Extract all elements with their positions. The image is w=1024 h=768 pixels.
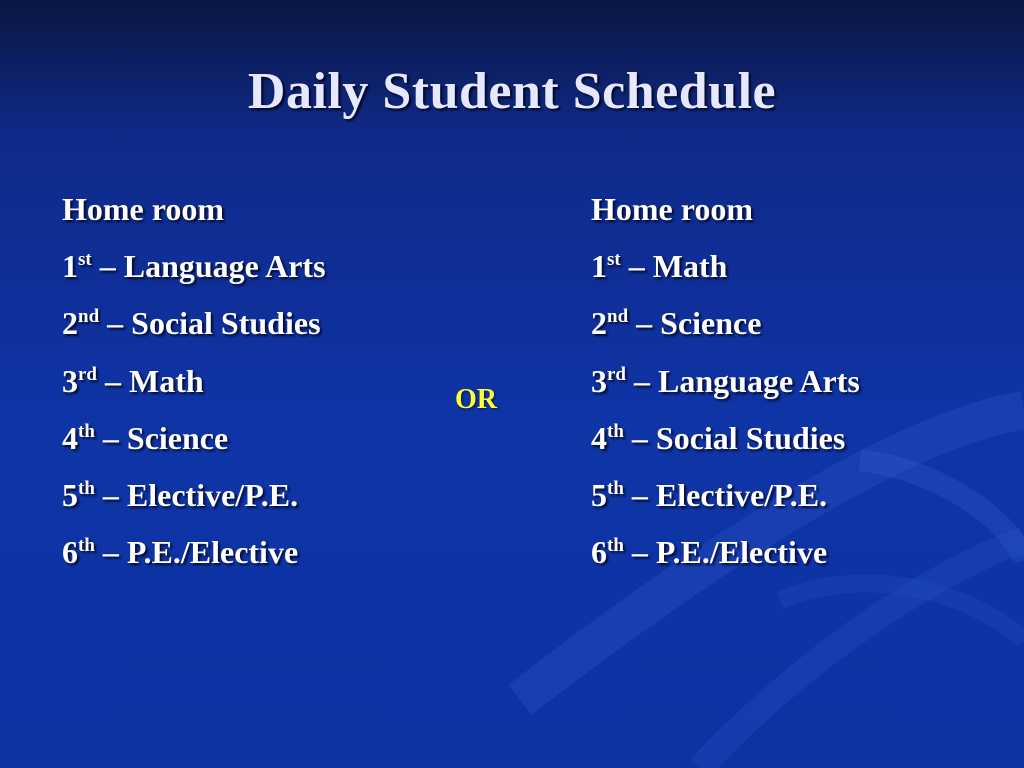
period-item	[591, 416, 860, 473]
period-suffix: th	[607, 535, 624, 557]
schedule-option-2	[591, 187, 860, 587]
page-title: Daily Student Schedule	[247, 63, 777, 120]
period-suffix: th	[78, 477, 95, 499]
period-suffix: nd	[78, 306, 100, 328]
period-number: 2	[591, 305, 607, 342]
period-number: 1	[62, 248, 78, 285]
period-item	[62, 301, 326, 358]
period-suffix: nd	[607, 306, 629, 328]
period-suffix: th	[607, 420, 624, 442]
period-item	[591, 244, 860, 301]
period-suffix: st	[78, 249, 92, 271]
period-subject: – Elective/P.E.	[623, 476, 828, 513]
period-item	[591, 530, 860, 587]
period-item	[62, 473, 326, 530]
period-number: 2	[62, 305, 78, 342]
homeroom-item	[591, 187, 860, 244]
period-item	[62, 244, 326, 301]
period-suffix: st	[607, 249, 621, 271]
period-subject: – Social Studies	[623, 419, 846, 456]
homeroom-label: Home room	[591, 191, 754, 227]
homeroom-item	[62, 187, 326, 244]
period-subject: – Math	[620, 248, 728, 285]
period-item	[62, 530, 326, 587]
period-item	[591, 301, 860, 358]
period-number: 3	[591, 362, 607, 399]
period-subject: – Language Arts	[626, 362, 860, 399]
period-subject: – Elective/P.E.	[94, 476, 299, 513]
period-item	[62, 416, 326, 473]
period-number: 4	[62, 419, 78, 456]
period-subject: – Science	[94, 419, 229, 456]
schedule-option-1	[62, 187, 326, 587]
or-separator: OR	[455, 384, 497, 415]
period-number: 3	[62, 362, 78, 399]
period-number: 5	[62, 476, 78, 513]
period-number: 5	[591, 476, 607, 513]
period-subject: – Science	[628, 305, 762, 342]
period-number: 1	[591, 248, 607, 285]
period-suffix: th	[78, 420, 95, 442]
homeroom-label: Home room	[62, 191, 225, 227]
period-subject: – P.E./Elective	[623, 534, 828, 571]
period-subject: – Social Studies	[99, 305, 321, 342]
period-item	[591, 359, 860, 416]
period-item	[62, 359, 326, 416]
period-number: 6	[62, 534, 78, 571]
period-suffix: rd	[78, 363, 97, 385]
period-suffix: rd	[607, 363, 626, 385]
period-subject: – Language Arts	[91, 248, 326, 285]
period-subject: – Math	[97, 362, 204, 399]
period-suffix: th	[607, 477, 624, 499]
period-number: 6	[591, 534, 607, 571]
period-item	[591, 473, 860, 530]
period-subject: – P.E./Elective	[94, 534, 299, 571]
period-number: 4	[591, 419, 607, 456]
period-suffix: th	[78, 535, 95, 557]
